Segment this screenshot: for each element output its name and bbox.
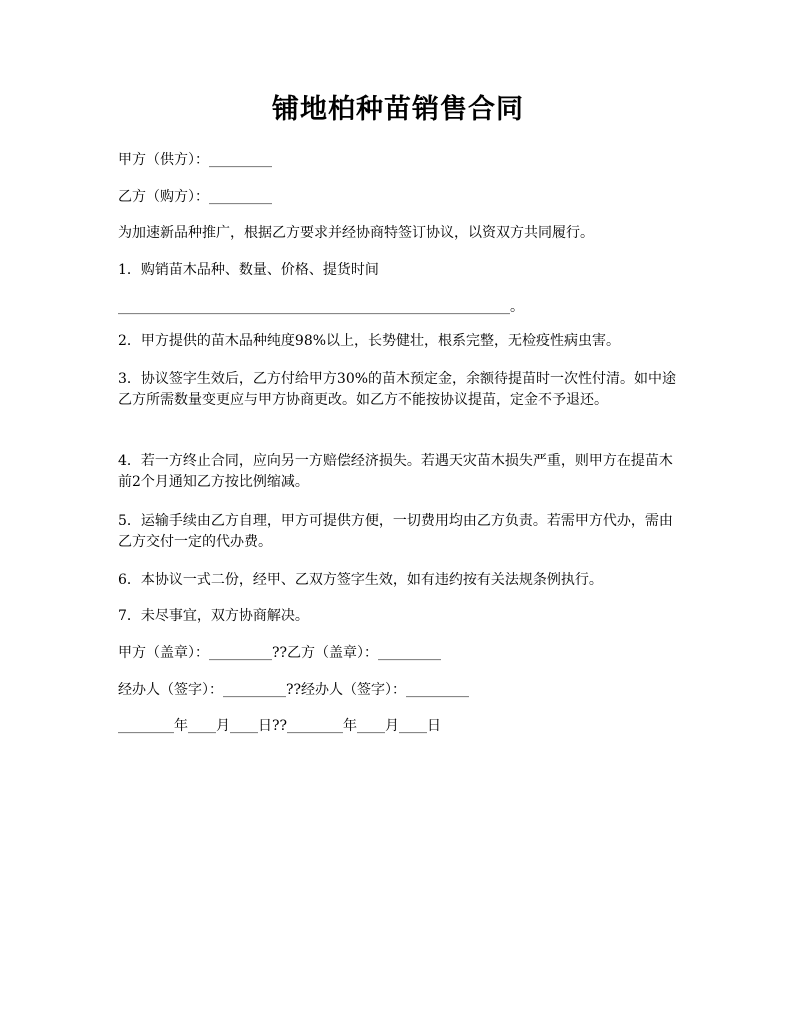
clause-6: 6．本协议一式二份，经甲、乙双方签字生效，如有违约按有关法规条例执行。 — [118, 572, 603, 588]
intro-paragraph: 为加速新品种推广，根据乙方要求并经协商特签订协议，以资双方共同履行。 — [118, 225, 594, 241]
document-title: 铺地柏种苗销售合同 — [272, 94, 524, 125]
clause-5: 5．运输手续由乙方自理，甲方可提供方便，一切费用均由乙方负责。若需甲方代办，需由乙方交付一定的代办费。 — [118, 513, 673, 550]
clause-1-blank: ________________________________________________________。 — [118, 299, 524, 315]
clause-4: 4．若一方终止合同，应向另一方赔偿经济损失。若遇天灾苗木损失严重，则甲方在提苗木前2个月通知乙方按比例缩减。 — [118, 453, 673, 490]
date-line: ________年____月____日??________年____月____日 — [118, 718, 442, 734]
party-b-line: 乙方（购方）：_________ — [118, 189, 272, 205]
clause-1: 1．购销苗木品种、数量、价格、提货时间 — [118, 262, 379, 278]
clause-3: 3．协议签字生效后，乙方付给甲方30%的苗木预定金，余额待提苗时一次性付清。如中途乙方所需数量变更应与甲方协商更改。如乙方不能按协议提苗，定金不予退还。 — [118, 371, 677, 408]
party-a-line: 甲方（供方）：_________ — [118, 152, 272, 168]
clause-7: 7．未尽事宜，双方协商解决。 — [118, 608, 309, 624]
agent-signature-line: 经办人（签字）：_________??经办人（签字）：_________ — [118, 682, 470, 698]
clause-2: 2．甲方提供的苗木品种纯度98%以上，长势健壮，根系完整，无检疫性病虫害。 — [118, 333, 621, 349]
seal-line: 甲方（盖章）：_________??乙方（盖章）：_________ — [118, 645, 442, 661]
